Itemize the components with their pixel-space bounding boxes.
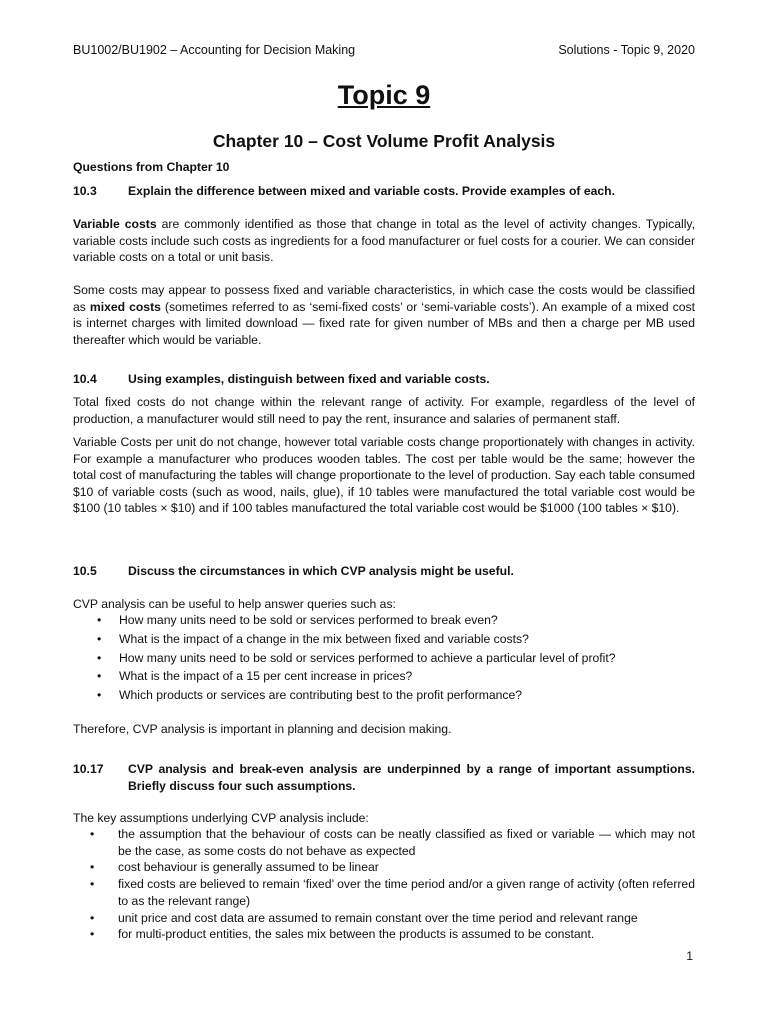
list-item: [73, 631, 695, 648]
chapter-title: Chapter 10 – Cost Volume Profit Analysis: [212, 131, 556, 151]
question-10-17: [73, 761, 695, 794]
list-item-text: unit price and cost data are assumed to remain constant over the time period and relevant range: [118, 910, 638, 925]
page-title: Topic 9: [337, 80, 431, 110]
question-text: Using examples, distinguish between fixed and variable costs.: [128, 372, 490, 386]
bullet-icon: •: [97, 688, 102, 703]
answer-10-5-bullets: [73, 612, 695, 706]
answer-text: (sometimes referred to as ‘semi-fixed costs’ or ‘semi-variable costs’). An example of a mixed cost is internet charges with limited download — fixed rate for given number of MBs and then a charge per MB used thereafter which would be variable.: [73, 299, 695, 347]
question-10-5: [73, 563, 695, 580]
list-item-text: fixed costs are believed to remain ‘fixed’ over the time period and/or a given range of activity (often referred to as the relevant range): [118, 877, 695, 908]
bullet-icon: •: [97, 669, 102, 684]
list-item-text: Which products or services are contributing best to the profit performance?: [119, 688, 523, 703]
bullet-icon: •: [90, 910, 95, 925]
bullet-icon: •: [90, 877, 95, 892]
bullet-icon: •: [97, 613, 102, 627]
term-variable-costs: Variable costs: [73, 217, 157, 231]
list-item: [73, 876, 695, 909]
question-text: Explain the difference between mixed and variable costs. Provide examples of each.: [128, 184, 616, 198]
page-number: 1: [686, 949, 693, 963]
answer-10-17-intro: The key assumptions underlying CVP analysis include:: [73, 811, 369, 825]
list-item-text: cost behaviour is generally assumed to be linear: [118, 860, 379, 875]
list-item-text: the assumption that the behaviour of costs can be neatly classified as fixed or variable — which may not be the case, as some costs do not behave as expected: [118, 827, 695, 858]
list-item: [73, 612, 695, 629]
answer-10-3-para-1: [73, 216, 695, 266]
answer-10-4-para-1: [73, 394, 695, 427]
answer-10-5-conclusion: Therefore, CVP analysis is important in planning and decision making.: [73, 722, 452, 736]
list-item-text: What is the impact of a 15 per cent increase in prices?: [119, 669, 413, 684]
header-topic: Solutions - Topic 9, 2020: [558, 43, 695, 57]
question-text: Discuss the circumstances in which CVP analysis might be useful.: [128, 564, 514, 578]
answer-10-17-bullets: [73, 826, 695, 943]
question-text: CVP analysis and break-even analysis are underpinned by a range of important assumptions. Briefly discuss four such assumptions.: [128, 762, 695, 793]
list-item: [73, 650, 695, 667]
list-item-text: for multi-product entities, the sales mix between the products is assumed to be constant.: [118, 927, 595, 942]
bullet-icon: •: [90, 827, 95, 841]
question-10-4: [73, 371, 695, 388]
question-number: 10.3: [73, 184, 97, 198]
question-number: 10.17: [73, 762, 104, 776]
list-item-text: What is the impact of a change in the mix between fixed and variable costs?: [119, 631, 529, 646]
list-item: [73, 687, 695, 704]
list-item: [73, 668, 695, 685]
question-number: 10.5: [73, 564, 97, 578]
section-subheading: Questions from Chapter 10: [73, 160, 230, 174]
bullet-icon: •: [90, 860, 95, 875]
list-item: [73, 859, 695, 876]
answer-10-3-para-2: [73, 282, 695, 348]
bullet-icon: •: [90, 927, 95, 942]
list-item-text: How many units need to be sold or services performed to break even?: [119, 613, 498, 627]
question-number: 10.4: [73, 372, 97, 386]
answer-10-4-para-2: [73, 434, 695, 517]
answer-text: Some costs may appear to possess fixed and variable characteristics, in which case the costs would be classified as: [73, 283, 695, 314]
answer-10-5-intro: CVP analysis can be useful to help answer queries such as:: [73, 597, 396, 611]
answer-text: are commonly identified as those that change in total as the level of activity changes. Typically, variable costs include such costs as ingredients for a food manufacturer or fuel costs for a courier. We can consider variable costs on a total or unit basis.: [73, 217, 695, 265]
list-item: [73, 926, 695, 943]
bullet-icon: •: [97, 650, 102, 665]
list-item-text: How many units need to be sold or services performed to achieve a particular level of profit?: [119, 650, 616, 665]
term-mixed-costs: mixed costs: [89, 299, 161, 314]
header-course: BU1002/BU1902 – Accounting for Decision Making: [73, 43, 356, 57]
list-item: [73, 826, 695, 859]
question-10-3: [73, 183, 695, 200]
bullet-icon: •: [97, 631, 102, 646]
list-item: [73, 910, 695, 927]
answer-text: Total fixed costs do not change within the relevant range of activity. For example, regardless of the level of production, a manufacturer would still need to pay the rent, insurance and salaries of permanent staff.: [73, 395, 695, 426]
answer-text: Variable Costs per unit do not change, however total variable costs change proportionately with changes in activity. For example a manufacturer who produces wooden tables. The cost per table would be the same; however the total cost of manufacturing the tables will change proportionate to the level of production. Say each table consumed $10 of variable costs (such as wood, nails, glue), if 10 tables were manufactured the total variable cost would be $100 (10 tables × $10) and if 100 tables manufactured the total variable cost would be $1000 (100 tables × $10).: [73, 435, 695, 516]
